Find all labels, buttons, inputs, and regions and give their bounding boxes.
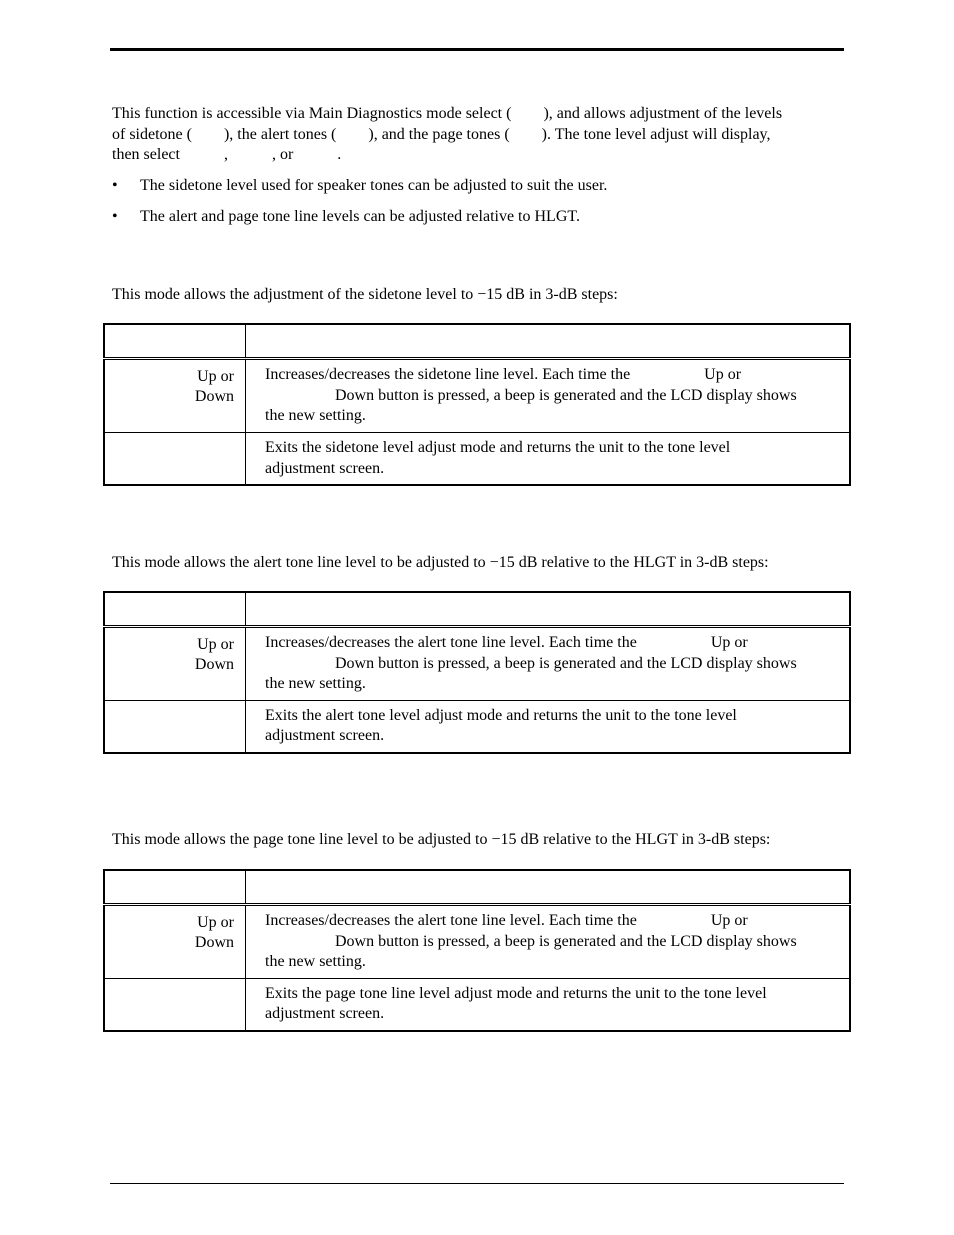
description-cell — [246, 627, 851, 701]
key-label: Down — [194, 388, 234, 405]
table-header-key — [104, 324, 246, 359]
bullet-text: The alert and page tone line levels can be adjusted relative to HLGT. — [140, 208, 580, 225]
description-line: Exits the alert tone level adjust mode and returns the unit to the tone level — [265, 706, 737, 724]
description-cell — [246, 359, 851, 433]
description-cell — [246, 700, 851, 753]
key-label: Down — [194, 934, 234, 951]
table-header-row — [104, 324, 850, 359]
description-line: Down button is pressed, a beep is generated and the LCD display shows — [335, 386, 797, 404]
description-line: adjustment screen. — [265, 459, 385, 477]
description-line: the new setting. — [265, 675, 366, 692]
description-line: Increases/decreases the alert tone line level. Each time the Up or — [265, 912, 748, 929]
bullet-dot: • — [112, 208, 118, 225]
page-tone-section-intro: This mode allows the page tone line level to be adjusted to −15 dB relative to the HLGT in 3-dB steps: — [112, 831, 771, 848]
header-rule — [110, 48, 844, 51]
page-tone-table — [103, 869, 851, 1032]
intro-paragraph — [112, 104, 842, 166]
key-label: Up or — [197, 368, 234, 385]
intro-line: of sidetone ( ), the alert tones ( ), and the page tones ( ). The tone level adjust will display, — [112, 125, 771, 143]
table-row — [104, 978, 850, 1031]
table-header-key — [104, 592, 246, 627]
sidetone-section-intro: This mode allows the adjustment of the sidetone level to −15 dB in 3-dB steps: — [112, 286, 618, 303]
description-line: adjustment screen. — [265, 727, 385, 744]
key-cell — [104, 359, 246, 433]
table-header-description — [246, 592, 851, 627]
description-line: Increases/decreases the alert tone line level. Each time the Up or — [265, 634, 748, 651]
key-label: Down — [194, 656, 234, 673]
description-cell — [246, 433, 851, 486]
description-line: the new setting. — [265, 953, 366, 970]
table-row — [104, 905, 850, 979]
table-header-key — [104, 870, 246, 905]
key-label: Up or — [197, 636, 234, 653]
table-header-description — [246, 870, 851, 905]
key-label: Up or — [197, 914, 234, 931]
intro-line: This function is accessible via Main Diagnostics mode select ( ), and allows adjustment of the levels — [112, 105, 783, 122]
description-line: the new setting. — [265, 407, 366, 424]
key-cell — [104, 627, 246, 701]
table-row — [104, 700, 850, 753]
key-cell — [104, 433, 246, 486]
description-line: Down button is pressed, a beep is generated and the LCD display shows — [335, 654, 797, 672]
description-cell — [246, 978, 851, 1031]
alert-tone-table — [103, 591, 851, 754]
description-cell — [246, 905, 851, 979]
intro-line: then select , , or . — [112, 146, 342, 163]
description-line: adjustment screen. — [265, 1005, 385, 1022]
key-cell — [104, 700, 246, 753]
key-cell — [104, 978, 246, 1031]
footer-rule — [110, 1183, 844, 1184]
description-line: Increases/decreases the sidetone line level. Each time the Up or — [265, 366, 742, 383]
table-header-row — [104, 870, 850, 905]
table-header-description — [246, 324, 851, 359]
description-line: Exits the sidetone level adjust mode and returns the unit to the tone level — [265, 439, 731, 456]
alert-tone-section-intro: This mode allows the alert tone line level to be adjusted to −15 dB relative to the HLGT in 3-dB steps: — [112, 554, 769, 571]
bullet-dot: • — [112, 177, 118, 194]
bullet-text: The sidetone level used for speaker tones can be adjusted to suit the user. — [140, 177, 608, 194]
key-cell — [104, 905, 246, 979]
table-row — [104, 359, 850, 433]
description-line: Down button is pressed, a beep is generated and the LCD display shows — [335, 932, 797, 950]
sidetone-table — [103, 323, 851, 486]
table-row — [104, 627, 850, 701]
table-header-row — [104, 592, 850, 627]
table-row — [104, 433, 850, 486]
description-line: Exits the page tone line level adjust mode and returns the unit to the tone level — [265, 984, 767, 1002]
